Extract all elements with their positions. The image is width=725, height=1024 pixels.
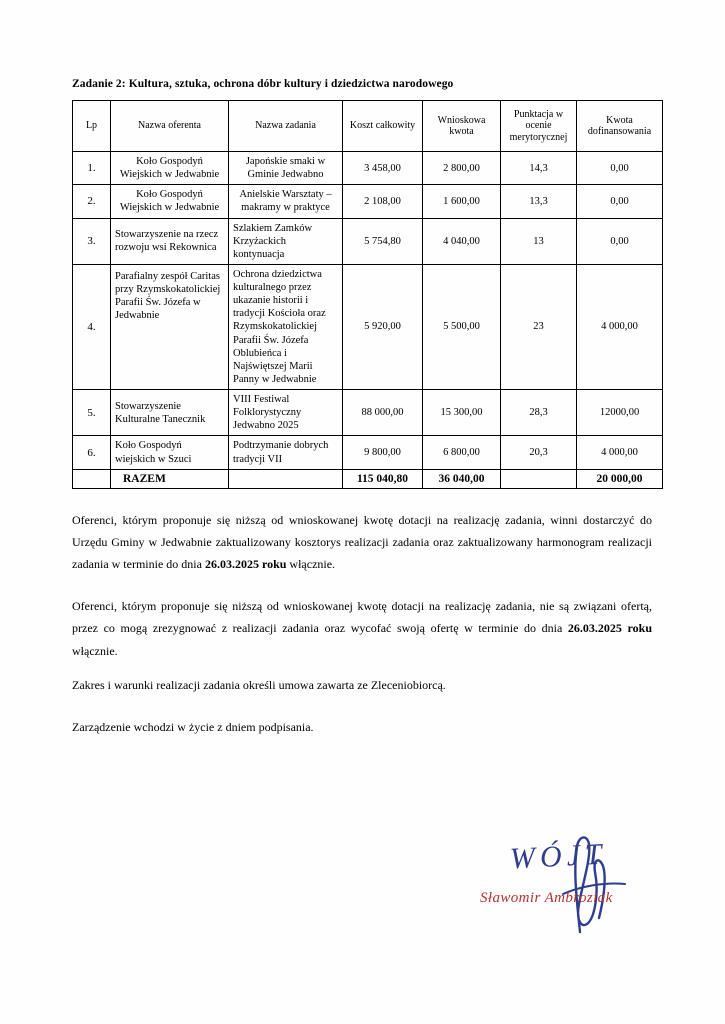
signature-block [470,837,690,950]
cell-lp: 2. [73,185,111,218]
paragraph-umowa: Zakres i warunki realizacji zadania określi umowa zawarta ze Zleceniobiorcą. [72,677,446,692]
cell-koszt: 5 920,00 [343,264,423,389]
cell-lp: 4. [73,264,111,389]
cell-oferent: Stowarzyszenie Kulturalne Tanecznik [111,390,229,436]
cell-zadanie: Szlakiem Zamków Krzyżackich kontynuacja [229,218,343,264]
cell-dofinansowanie: 4 000,00 [577,436,663,469]
cell-dofinansowanie: 4 000,00 [577,264,663,389]
cell-zadanie: VIII Festiwal Folklorystyczny Jedwabno 2025 [229,390,343,436]
cell-total-punktacja [501,469,577,488]
grants-table [72,100,663,489]
cell-oferent: Koło Gospodyń Wiejskich w Jedwabnie [111,152,229,185]
column-header-dofinansowanie: Kwota dofinansowania [577,101,663,152]
column-header-wnioskowa: Wnioskowa kwota [423,101,501,152]
cell-koszt: 9 800,00 [343,436,423,469]
cell-dofinansowanie: 12000,00 [577,390,663,436]
signature-title: WÓJT [509,837,608,876]
cell-wnioskowa: 2 800,00 [423,152,501,185]
paragraph-withdrawal: Oferenci, którym proponuje się niższą od wnioskowanej kwotę dotacji na realizację zadania, nie są związani ofertą, przez co mogą zrezygnować z realizacji zadania oraz wycofać swoją ofertę w terminie do dnia 26.03.2025 roku włącznie. [72,599,652,658]
cell-lp: 1. [73,152,111,185]
column-header-lp: Lp [73,101,111,152]
cell-total-koszt: 115 040,80 [343,469,423,488]
cell-total-zadanie-empty [229,469,343,488]
cell-wnioskowa: 1 600,00 [423,185,501,218]
cell-oferent: Koło Gospodyń Wiejskich w Jedwabnie [111,185,229,218]
cell-lp: 3. [73,218,111,264]
cell-total-wnioskowa: 36 040,00 [423,469,501,488]
cell-koszt: 5 754,80 [343,218,423,264]
cell-zadanie: Anielskie Warsztaty – makramy w praktyce [229,185,343,218]
table-header [73,101,663,152]
column-header-punktacja: Punktacja w ocenie merytorycznej [501,101,577,152]
page-title: Zadanie 2: Kultura, sztuka, ochrona dóbr kultury i dziedzictwa narodowego [72,78,454,90]
table-row [73,264,663,389]
cell-wnioskowa: 6 800,00 [423,436,501,469]
signature-name: Sławomir Ambroziak [480,890,613,906]
cell-punktacja: 28,3 [501,390,577,436]
column-header-zadanie: Nazwa zadania [229,101,343,152]
cell-dofinansowanie: 0,00 [577,152,663,185]
cell-wnioskowa: 15 300,00 [423,390,501,436]
document-content [72,78,652,750]
column-header-koszt: Koszt całkowity [343,101,423,152]
cell-total-lp-empty [73,469,111,488]
cell-dofinansowanie: 0,00 [577,185,663,218]
cell-koszt: 3 458,00 [343,152,423,185]
cell-punktacja: 23 [501,264,577,389]
cell-total-dofinansowanie: 20 000,00 [577,469,663,488]
table-row [73,152,663,185]
cell-total-label: RAZEM [111,469,229,488]
cell-oferent: Parafialny zespół Caritas przy Rzymskokatolickiej Parafii Św. Józefa w Jedwabnie [111,264,229,389]
table-header-row [73,101,663,152]
table-row [73,436,663,469]
cell-wnioskowa: 4 040,00 [423,218,501,264]
table-body [73,152,663,489]
cell-lp: 5. [73,390,111,436]
cell-zadanie: Japońskie smaki w Gminie Jedwabno [229,152,343,185]
paragraph-deadline-kosztorys: Oferenci, którym proponuje się niższą od wnioskowanej kwotę dotacji na realizację zadania, winni dostarczyć do Urzędu Gminy w Jedwabnie zaktualizowany kosztorys realizacji zadania oraz zaktualizowany harmonogram realizacji zadania w terminie do dnia 26.03.2025 roku włącznie. [72,512,652,571]
cell-koszt: 2 108,00 [343,185,423,218]
column-header-oferent: Nazwa oferenta [111,101,229,152]
cell-punktacja: 20,3 [501,436,577,469]
table-row [73,390,663,436]
table-total-row [73,469,663,488]
cell-wnioskowa: 5 500,00 [423,264,501,389]
cell-zadanie: Ochrona dziedzictwa kulturalnego przez ukazanie historii i tradycji Kościoła oraz Rzymskokatolickiej Parafii Św. Józefa Oblubieńca i Najświętszej Marii Panny w Jedwabnie [229,264,343,389]
cell-dofinansowanie: 0,00 [577,218,663,264]
cell-punktacja: 13,3 [501,185,577,218]
cell-lp: 6. [73,436,111,469]
cell-koszt: 88 000,00 [343,390,423,436]
cell-oferent: Stowarzyszenie na rzecz rozwoju wsi Rekownica [111,218,229,264]
table-row [73,218,663,264]
cell-zadanie: Podtrzymanie dobrych tradycji VII [229,436,343,469]
cell-punktacja: 13 [501,218,577,264]
paragraph-effective-date: Zarządzenie wchodzi w życie z dniem podpisania. [72,719,314,734]
table-row [73,185,663,218]
cell-oferent: Koło Gospodyń wiejskich w Szuci [111,436,229,469]
cell-punktacja: 14,3 [501,152,577,185]
